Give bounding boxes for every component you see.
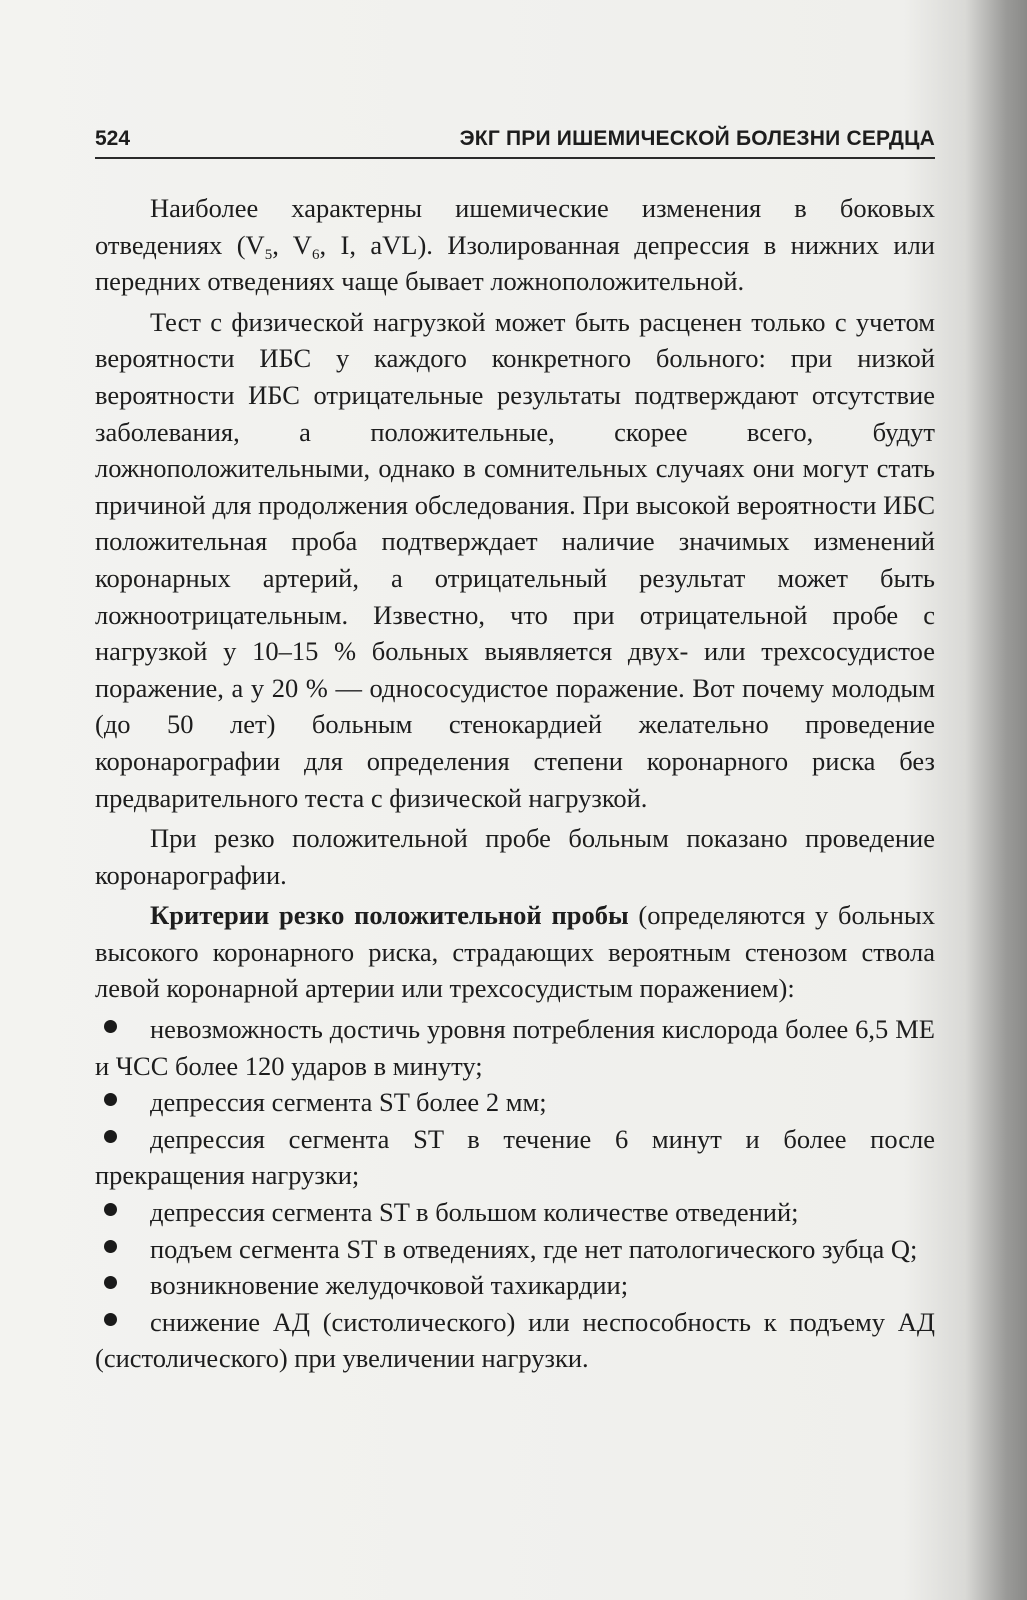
criteria-item: подъем сегмента ST в отведениях, где нет патологического зубца Q; [150,1233,918,1264]
criteria-item: депрессия сегмента ST в течение 6 минут и более после прекращения нагрузки; [95,1123,935,1191]
paragraph-lateral-leads: Наиболее характерны ишемические изменения в боковых отведениях ($V_5$, $V_6$, I, aVL). Изолированная депрессия в нижних или передних отведениях чаще бывает ложноположительной. [95,193,935,297]
criteria-item: невозможность достичь уровня потребления кислорода более 6,5 МЕ и ЧСС более 120 ударов в минуту; [95,1014,935,1081]
criteria-item: возникновение желудочковой тахикардии; [150,1270,629,1301]
running-title: ЭКГ ПРИ ИШЕМИЧЕСКОЙ БОЛЕЗНИ СЕРДЦА [459,127,935,150]
criteria-item: снижение АД (систолического) или неспособность к подъему АД (систолического) при увеличении нагрузки. [95,1306,935,1374]
page-number: 524 [95,127,131,150]
criteria-item: депрессия сегмента ST более 2 мм; [150,1087,547,1118]
paragraph-stress-test: Тест с физической нагрузкой может быть расценен только с учетом вероятности ИБС у каждого конкретного больного: при низкой вероятности ИБС отрицательные результаты подтверждают отсутствие заболевания, а положительные, скорее всего, будут ложноположительными, однако в сомнительных случаях они могут стать причиной для продолжения обследования. При высокой вероятности ИБС положительная проба подтверждает наличие значимых изменений коронарных артерий, а отрицательный результат может быть ложноотрицательным. Известно, что при отрицательной пробе с нагрузкой у 10–15 % больных выявляется двух- или трехсосудистое поражение, а у 20 % — однососудистое поражение. Вот почему молодым (до 50 лет) больным стенокардией желательно проведение коронарографии для определения степени коронарного риска без предварительного теста с физической нагрузкой. [95,306,935,813]
criteria-heading: Критерии резко положительной пробы [150,900,629,931]
page-body [95,190,935,1377]
criteria-list [95,1011,935,1377]
paragraph-criteria-intro: Критерии резко положительной пробы (определяются у больных высокого коронарного риска, страдающих вероятным стенозом ствола левой коронарной артерии или трехсосудистым поражением): [95,900,935,1004]
paragraph-coronarography: При резко положительной пробе больным показано проведение коронарографии. [95,823,935,890]
running-header [95,125,935,159]
criteria-item: депрессия сегмента ST в большом количестве отведений; [150,1197,799,1228]
